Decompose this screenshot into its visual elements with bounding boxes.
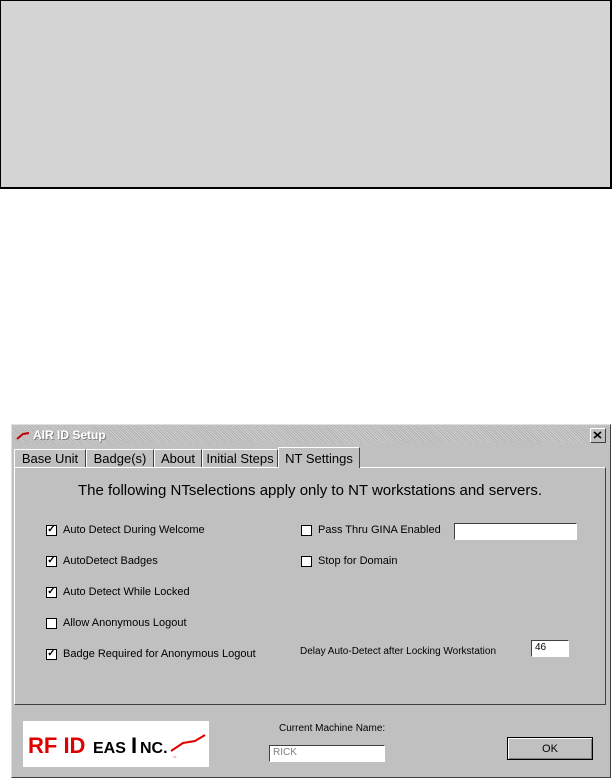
tab-about[interactable]: About	[154, 449, 202, 467]
checkbox-box[interactable]: ✓	[47, 586, 56, 597]
checkbox-auto-detect-locked[interactable]	[46, 586, 190, 598]
checkbox-label: Badge Required for Anonymous Logout	[63, 648, 256, 660]
top-gray-panel	[0, 0, 612, 189]
svg-text:RF ID: RF ID	[28, 733, 86, 758]
checkbox-box[interactable]: ✓	[47, 555, 56, 566]
checkbox-stop-for-domain[interactable]	[301, 555, 397, 567]
rfideas-logo	[23, 721, 209, 767]
setup-dialog	[11, 424, 611, 778]
checkbox-allow-anonymous-logout[interactable]	[46, 617, 187, 629]
checkbox-label: AutoDetect Badges	[63, 555, 158, 567]
machine-name-input[interactable]: RICK	[269, 745, 385, 762]
app-icon	[16, 428, 30, 446]
checkbox-box[interactable]	[301, 525, 312, 536]
ok-button[interactable]: OK	[507, 737, 593, 760]
panel-headline: The following NTselections apply only to NT workstations and servers.	[77, 482, 543, 499]
close-button[interactable]	[590, 428, 606, 443]
checkbox-pass-thru-gina[interactable]	[301, 524, 441, 536]
tab-badges[interactable]: Badge(s)	[86, 449, 154, 467]
checkbox-label: Stop for Domain	[318, 555, 398, 567]
checkbox-box[interactable]	[301, 556, 312, 567]
tab-initial-steps[interactable]: Initial Steps	[202, 449, 278, 467]
delay-label: Delay Auto-Detect after Locking Workstation	[300, 646, 497, 657]
checkbox-box[interactable]: ✓	[47, 648, 56, 659]
checkbox-label: Auto Detect During Welcome	[63, 524, 205, 536]
tab-nt-settings[interactable]: NT Settings	[278, 447, 360, 468]
tab-base-unit[interactable]: Base Unit	[14, 449, 86, 467]
title-bar[interactable]	[13, 426, 609, 444]
svg-text:EAS: EAS	[93, 740, 126, 757]
delay-input[interactable]: 46	[531, 640, 569, 657]
checkbox-box[interactable]: ✓	[47, 524, 56, 535]
window-title: AIR ID Setup	[33, 428, 106, 442]
close-icon	[591, 429, 605, 442]
checkbox-label: Auto Detect While Locked	[63, 586, 190, 598]
checkbox-autodetect-badges[interactable]	[46, 555, 158, 567]
svg-text:I: I	[131, 733, 138, 758]
checkbox-label: Pass Thru GINA Enabled	[318, 524, 441, 536]
logo-graphic	[23, 721, 209, 767]
gina-input[interactable]	[454, 523, 577, 540]
checkbox-box[interactable]	[46, 618, 57, 629]
footer	[14, 709, 606, 773]
checkbox-badge-required-logout[interactable]	[46, 648, 256, 660]
svg-text:NC.: NC.	[140, 740, 168, 757]
machine-name-label: Current Machine Name:	[279, 723, 386, 734]
checkbox-auto-detect-welcome[interactable]	[46, 524, 205, 536]
svg-text:~: ~	[173, 755, 177, 761]
checkbox-label: Allow Anonymous Logout	[63, 617, 187, 629]
nt-settings-panel	[14, 467, 606, 705]
